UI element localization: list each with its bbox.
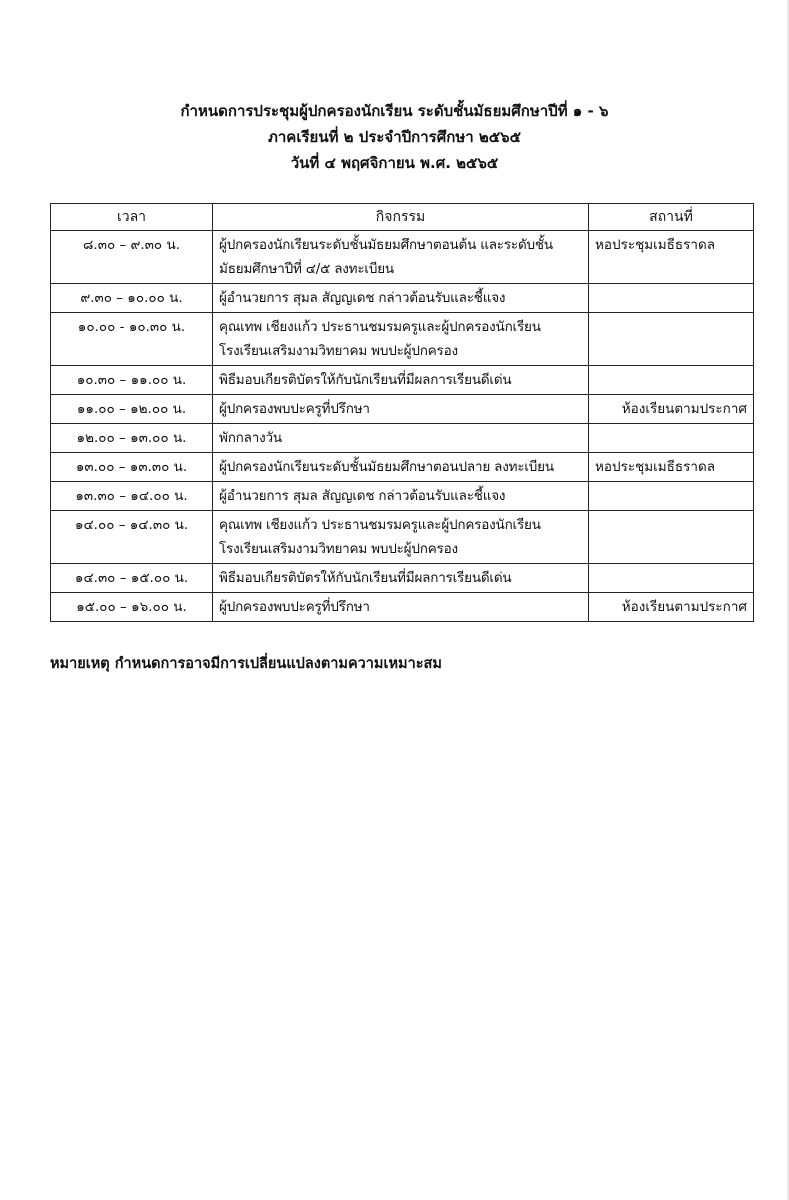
row-activity: พิธีมอบเกียรติบัตรให้กับนักเรียนที่มีผลการเรียนดีเด่น: [213, 564, 589, 593]
row-location: ห้องเรียนตามประกาศ: [589, 593, 754, 622]
column-header-activity: กิจกรรม: [213, 204, 589, 231]
table-row: [51, 424, 754, 453]
row-time: ๑๒.๐๐ – ๑๓.๐๐ น.: [51, 424, 213, 453]
row-activity: ผู้อำนวยการ สุมล สัญญเดช กล่าวต้อนรับและชี้แจง: [213, 284, 589, 313]
row-activity: ผู้ปกครองพบปะครูที่ปรึกษา: [213, 593, 589, 622]
table-row: [51, 593, 754, 622]
table-row: [51, 231, 754, 284]
row-location: [589, 424, 754, 453]
table-row: [51, 395, 754, 424]
title-line-3: วันที่ ๔ พฤศจิกายน พ.ศ. ๒๕๖๕: [290, 154, 499, 172]
column-header-location: สถานที่: [589, 204, 754, 231]
row-activity: ผู้ปกครองพบปะครูที่ปรึกษา: [213, 395, 589, 424]
row-activity: ผู้ปกครองนักเรียนระดับชั้นมัธยมศึกษาตอนต้น และระดับชั้นมัธยมศึกษาปีที่ ๔/๕ ลงทะเบียน: [213, 231, 589, 284]
row-location: หอประชุมเมธีธราดล: [589, 453, 754, 482]
table-row: [51, 453, 754, 482]
table-row: [51, 511, 754, 564]
schedule-table: [50, 203, 754, 622]
row-location: [589, 313, 754, 366]
row-time: ๑๔.๓๐ – ๑๕.๐๐ น.: [51, 564, 213, 593]
row-time: ๑๓.๐๐ – ๑๓.๓๐ น.: [51, 453, 213, 482]
table-row: [51, 313, 754, 366]
document-header: [0, 98, 789, 176]
row-time: ๑๐.๓๐ – ๑๑.๐๐ น.: [51, 366, 213, 395]
remark-note: หมายเหตุ กำหนดการอาจมีการเปลี่ยนแปลงตามความเหมาะสม: [50, 656, 442, 672]
row-time: ๙.๓๐ – ๑๐.๐๐ น.: [51, 284, 213, 313]
row-activity: ผู้ปกครองนักเรียนระดับชั้นมัธยมศึกษาตอนปลาย ลงทะเบียน: [213, 453, 589, 482]
row-activity: ผู้อำนวยการ สุมล สัญญเดช กล่าวต้อนรับและชี้แจง: [213, 482, 589, 511]
row-time: ๘.๓๐ – ๙.๓๐ น.: [51, 231, 213, 284]
row-location: [589, 482, 754, 511]
table-row: [51, 482, 754, 511]
row-location: ห้องเรียนตามประกาศ: [589, 395, 754, 424]
table-row: [51, 564, 754, 593]
row-activity: พักกลางวัน: [213, 424, 589, 453]
column-header-time: เวลา: [51, 204, 213, 231]
row-time: ๑๓.๓๐ – ๑๔.๐๐ น.: [51, 482, 213, 511]
row-location: [589, 564, 754, 593]
title-line-2: ภาคเรียนที่ ๒ ประจำปีการศึกษา ๒๕๖๕: [268, 128, 521, 146]
row-location: [589, 366, 754, 395]
row-activity: คุณเทพ เชียงแก้ว ประธานชมรมครูและผู้ปกครองนักเรียนโรงเรียนเสริมงามวิทยาคม พบปะผู้ปกครอง: [213, 511, 589, 564]
row-location: หอประชุมเมธีธราดล: [589, 231, 754, 284]
table-row: [51, 366, 754, 395]
title-line-1: กำหนดการประชุมผู้ปกครองนักเรียน ระดับชั้นมัธยมศึกษาปีที่ ๑ - ๖: [180, 102, 609, 120]
table-row: [51, 284, 754, 313]
row-time: ๑๕.๐๐ – ๑๖.๐๐ น.: [51, 593, 213, 622]
row-time: ๑๔.๐๐ – ๑๔.๓๐ น.: [51, 511, 213, 564]
row-location: [589, 511, 754, 564]
table-header-row: [51, 204, 754, 231]
row-activity: คุณเทพ เชียงแก้ว ประธานชมรมครูและผู้ปกครองนักเรียนโรงเรียนเสริมงามวิทยาคม พบปะผู้ปกครอง: [213, 313, 589, 366]
row-time: ๑๑.๐๐ – ๑๒.๐๐ น.: [51, 395, 213, 424]
row-location: [589, 284, 754, 313]
row-time: ๑๐.๐๐ - ๑๐.๓๐ น.: [51, 313, 213, 366]
row-activity: พิธีมอบเกียรติบัตรให้กับนักเรียนที่มีผลการเรียนดีเด่น: [213, 366, 589, 395]
